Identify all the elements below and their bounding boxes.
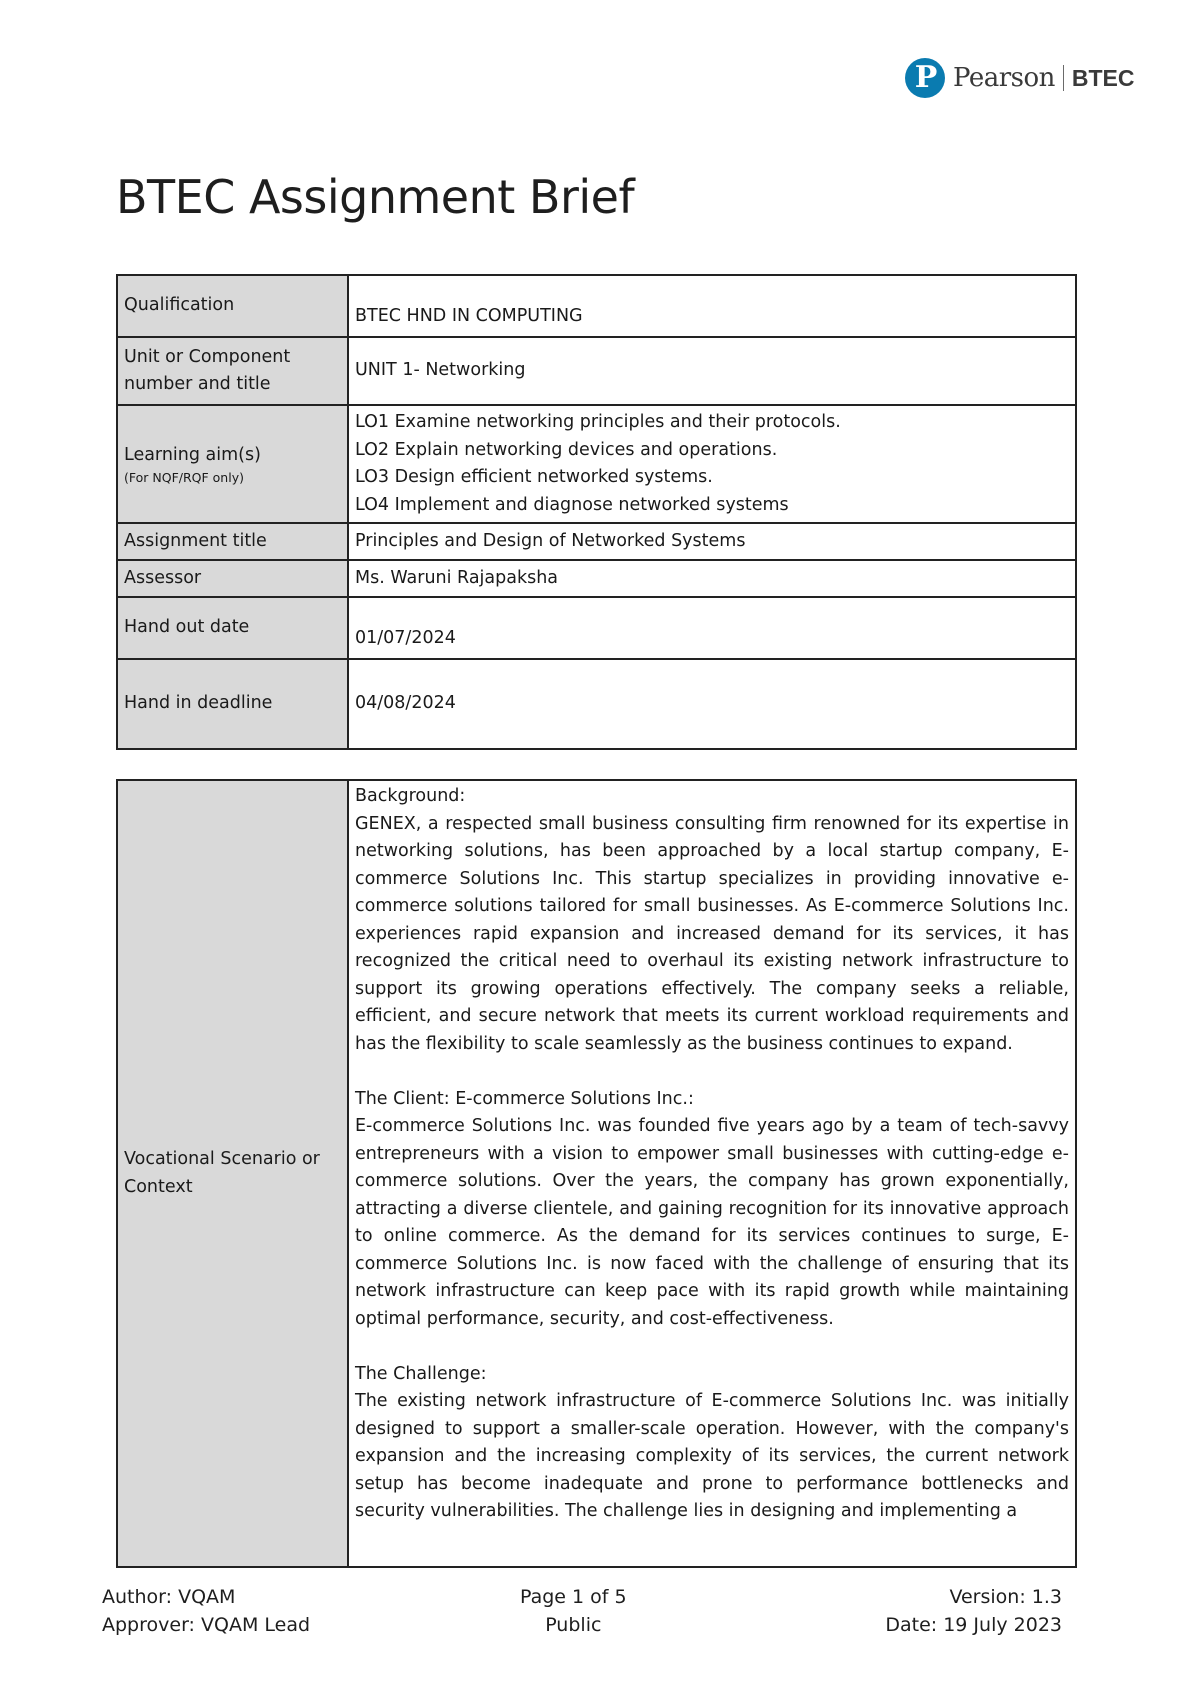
footer-classification: Public [545, 1614, 602, 1636]
unit-label: Unit or Component number and title [117, 337, 348, 405]
deadline-label: Hand in deadline [117, 659, 348, 749]
footer-author: Author: VQAM [102, 1586, 236, 1608]
learning-aims-value [348, 405, 1076, 523]
footer-center [520, 1583, 627, 1639]
logo-brand: Pearson [953, 63, 1055, 93]
scenario-label: Vocational Scenario or Context [117, 780, 348, 1567]
qualification-value: BTEC HND IN COMPUTING [348, 275, 1076, 337]
logo-sub: BTEC [1071, 64, 1135, 91]
scenario-table [116, 779, 1077, 1568]
footer-left [102, 1583, 310, 1639]
learning-aim-item: LO4 Implement and diagnose networked systems [355, 494, 789, 515]
challenge-text: The existing network infrastructure of E-commerce Solutions Inc. was initially designed to support a smaller-scale operation. However, with the company's expansion and the increasing complexity of its services, the current network setup has become inadequate and prone to performance bottlenecks and security vulnerabilities. The challenge lies in designing and implementing a [355, 1391, 1069, 1521]
footer-approver: Approver: VQAM Lead [102, 1614, 311, 1636]
client-text: E-commerce Solutions Inc. was founded five years ago by a team of tech-savvy entrepreneurs with a vision to empower small businesses with cutting-edge e-commerce solutions. Over the years, the company has grown exponentially, attracting a diverse clientele, and gaining recognition for its innovative approach to online commerce. As the demand for its services continues to surge, E-commerce Solutions Inc. is now faced with the challenge of ensuring that its network infrastructure can keep pace with its rapid growth while maintaining optimal performance, security, and cost-effectiveness. [355, 1116, 1069, 1329]
learning-aim-item: LO3 Design efficient networked systems. [355, 467, 713, 487]
learning-aims-label-cell [117, 405, 348, 523]
qualification-label: Qualification [117, 275, 348, 337]
footer-date: Date: 19 July 2023 [885, 1614, 1062, 1636]
deadline-value: 04/08/2024 [348, 659, 1076, 749]
assignment-details-table [116, 274, 1077, 750]
page-title: BTEC Assignment Brief [116, 170, 635, 224]
background-text: GENEX, a respected small business consulting firm renowned for its expertise in networking solutions, has been approached by a local startup company, E-commerce Solutions Inc. This startup specializes in providing innovative e-commerce solutions tailored for small businesses. As E-commerce Solutions Inc. experiences rapid expansion and increased demand for its services, it has recognized the critical need to overhaul its existing network infrastructure to support its growing operations effectively. The company seeks a reliable, efficient, and secure network that meets its current workload requirements and has the flexibility to scale seamlessly as the business continues to expand. [355, 813, 1069, 1054]
assessor-value: Ms. Waruni Rajapaksha [348, 560, 1076, 597]
assessor-label: Assessor [117, 560, 348, 597]
pearson-logo-icon: P [905, 58, 945, 98]
learning-aims-note: (For NQF/RQF only) [124, 469, 244, 485]
footer-page-number: Page 1 of 5 [520, 1586, 627, 1608]
handout-date-label: Hand out date [117, 597, 348, 659]
learning-aims-label: Learning aim(s) [124, 445, 261, 466]
learning-aim-item: LO2 Explain networking devices and operations. [355, 439, 778, 460]
logo-divider [1063, 65, 1064, 91]
assignment-title-value: Principles and Design of Networked Systems [348, 523, 1076, 560]
challenge-heading: The Challenge: [355, 1363, 487, 1384]
handout-date-value: 01/07/2024 [348, 597, 1076, 659]
footer-version: Version: 1.3 [949, 1586, 1062, 1608]
learning-aim-item: LO1 Examine networking principles and their protocols. [355, 412, 841, 432]
footer-right [885, 1583, 1062, 1639]
background-heading: Background: [355, 786, 466, 806]
unit-value: UNIT 1- Networking [348, 337, 1076, 405]
client-heading: The Client: E-commerce Solutions Inc.: [355, 1088, 694, 1109]
pearson-btec-logo [905, 56, 1135, 100]
scenario-content [348, 780, 1076, 1567]
assignment-title-label: Assignment title [117, 523, 348, 560]
